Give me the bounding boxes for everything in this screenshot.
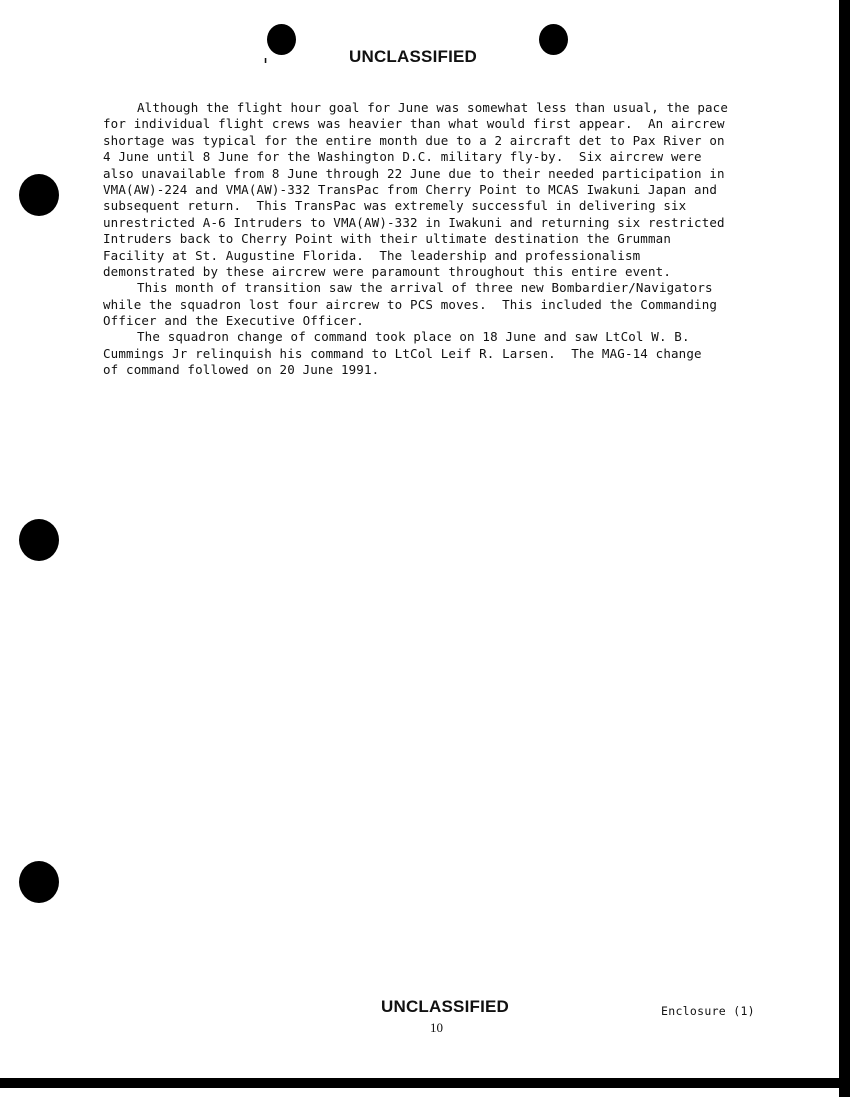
classification-header: UNCLASSIFIED	[349, 47, 478, 66]
body-line: VMA(AW)-224 and VMA(AW)-332 TransPac from Cherry Point to MCAS Iwakuni Japan and	[103, 181, 718, 197]
body-line: Officer and the Executive Officer.	[103, 313, 364, 329]
body-line: Although the flight hour goal for June was somewhat less than usual, the pace	[137, 100, 729, 115]
scan-border-bottom	[0, 1078, 850, 1088]
scan-border-right	[839, 0, 850, 1097]
punch-hole-side-2	[19, 519, 59, 561]
body-text	[103, 100, 783, 379]
punch-hole-top-right	[539, 24, 568, 55]
classification-footer: UNCLASSIFIED	[381, 997, 510, 1016]
body-line: subsequent return. This TransPac was extremely successful in delivering six	[103, 198, 687, 214]
body-line: shortage was typical for the entire month due to a 2 aircraft det to Pax River on	[103, 132, 725, 148]
body-line: The squadron change of command took place on 18 June and saw LtCol W. B.	[137, 329, 690, 345]
body-line: Facility at St. Augustine Florida. The leadership and professionalism	[103, 247, 641, 263]
body-line: also unavailable from 8 June through 22 June due to their needed participation in	[103, 165, 725, 181]
body-line: for individual flight crews was heavier than what would first appear. An aircrew	[103, 116, 725, 132]
punch-hole-side-3	[19, 861, 59, 903]
body-line: while the squadron lost four aircrew to PCS moves. This included the Commanding	[103, 296, 718, 312]
body-line: demonstrated by these aircrew were paramount throughout this entire event.	[103, 263, 671, 279]
page-number: 10	[430, 1020, 443, 1035]
body-line: Intruders back to Cherry Point with their ultimate destination the Grumman	[103, 231, 671, 247]
body-line: 4 June until 8 June for the Washington D.C. military fly-by. Six aircrew were	[103, 149, 702, 165]
punch-hole-top-left	[267, 24, 296, 55]
body-line: unrestricted A-6 Intruders to VMA(AW)-332 in Iwakuni and returning six restricted	[103, 214, 725, 230]
punch-hole-side-1	[19, 174, 59, 216]
body-line: of command followed on 20 June 1991.	[103, 362, 380, 378]
tick-mark: ı	[264, 56, 268, 66]
enclosure-label: Enclosure (1)	[661, 1004, 755, 1018]
body-line: This month of transition saw the arrival of three new Bombardier/Navigators	[137, 280, 713, 296]
body-line: Cummings Jr relinquish his command to LtCol Leif R. Larsen. The MAG-14 change	[103, 345, 702, 361]
